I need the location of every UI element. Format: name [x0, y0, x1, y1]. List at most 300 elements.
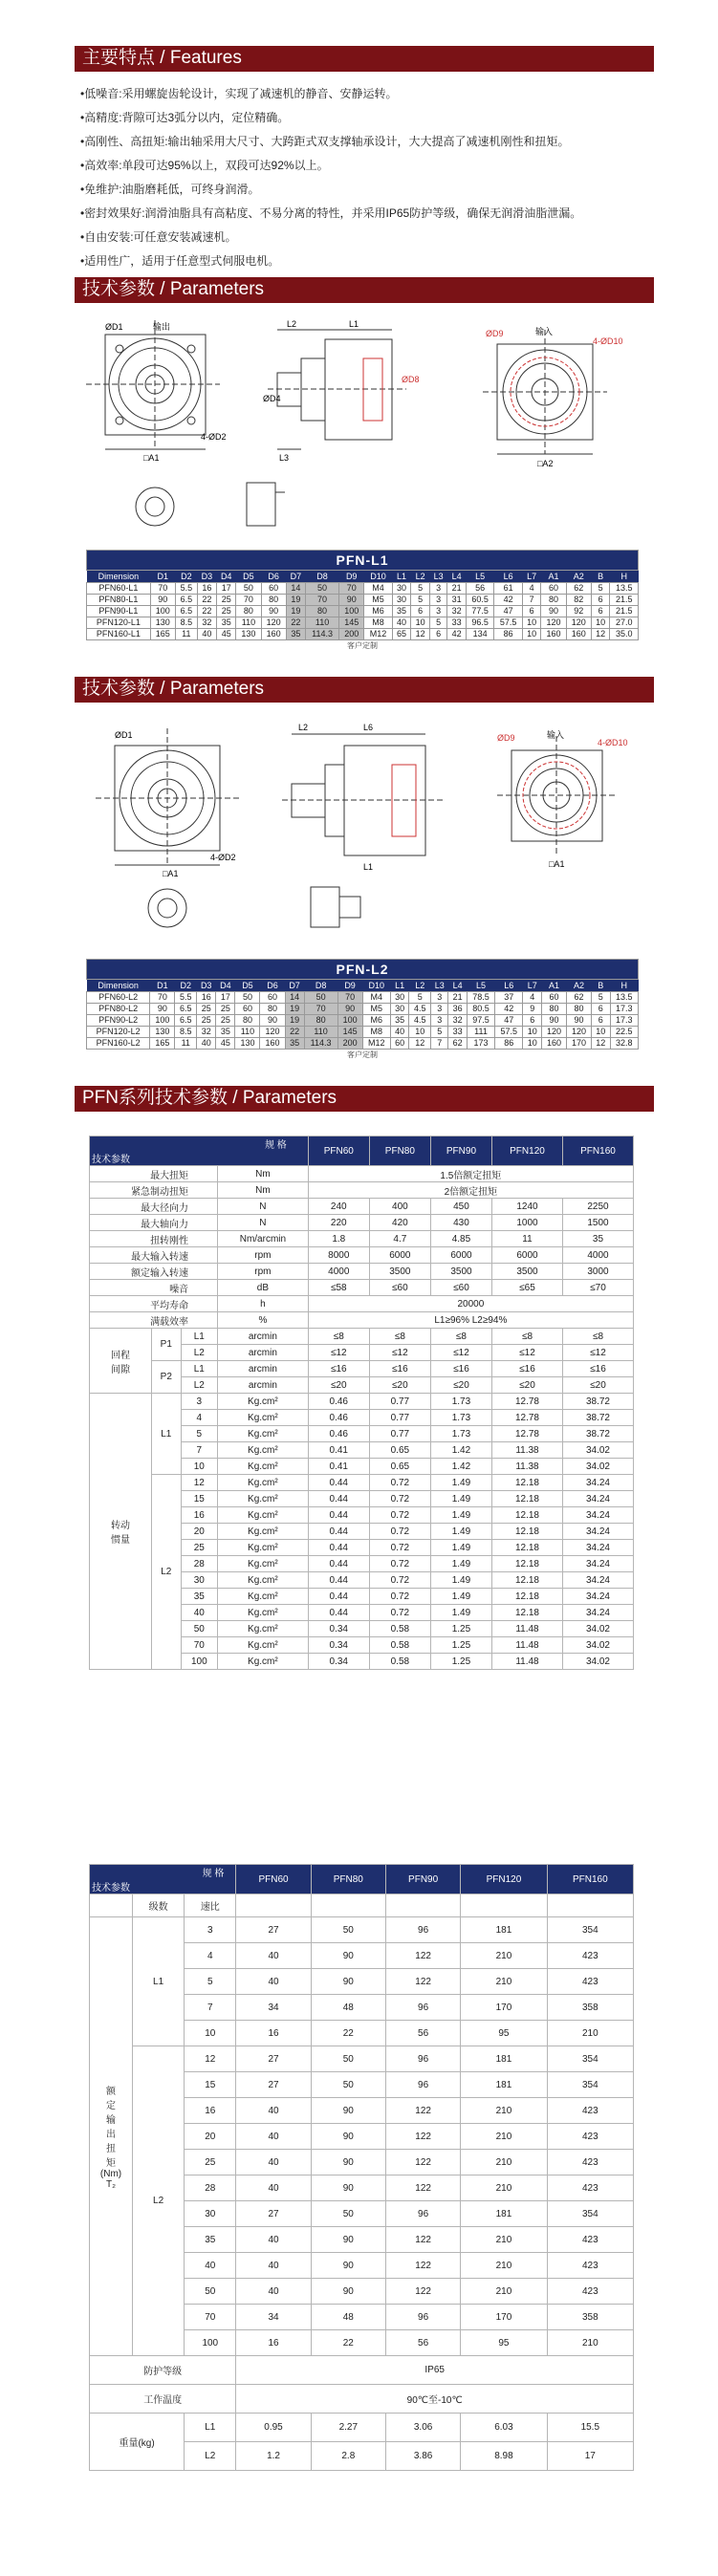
backlash-row [90, 1361, 634, 1377]
spec-value: 34.02 [562, 1654, 633, 1670]
spec-value: 1.49 [430, 1556, 491, 1572]
table-cell: 19 [286, 606, 305, 617]
spec-value: L1 [185, 2414, 236, 2442]
table-cell: 90 [541, 606, 566, 617]
table-cell: 10 [523, 1027, 542, 1038]
table-cell: 19 [286, 595, 305, 606]
spec-value: 1.5倍额定扭矩 [308, 1166, 633, 1182]
spec-value: 27 [236, 2072, 311, 2098]
spec-unit: Kg.cm² [218, 1410, 309, 1426]
table-cell: PFN90-L2 [87, 1015, 150, 1027]
table-cell: 200 [339, 629, 364, 640]
spec-value: 0.41 [308, 1442, 369, 1459]
table-cell: 4 [523, 992, 542, 1004]
spec-value: 210 [461, 2279, 547, 2305]
column-header: L1 [390, 980, 409, 992]
model-header: PFN90 [430, 1136, 491, 1166]
torque-stage: L2 [133, 2046, 185, 2356]
spec-value: 423 [547, 2124, 633, 2150]
table-cell: PFN90-L1 [87, 606, 151, 617]
table-cell: 120 [541, 1027, 566, 1038]
table-cell: 80 [260, 1004, 285, 1015]
spec-value: 210 [461, 2098, 547, 2124]
spec-value: 27 [236, 2201, 311, 2227]
table-cell: 7 [522, 595, 541, 606]
ratio-header: 速比 [185, 1894, 236, 1917]
spec-unit: Kg.cm² [218, 1621, 309, 1637]
weight-label: 重量(kg) [90, 2414, 185, 2471]
spec-unit: Kg.cm² [218, 1572, 309, 1589]
spec-value: 1.25 [430, 1637, 491, 1654]
column-header: L7 [522, 571, 541, 583]
table-cell: 60 [261, 583, 286, 595]
table-cell: 3 [431, 1015, 448, 1027]
spec-value: 420 [369, 1215, 430, 1231]
spec-value: 16 [236, 2021, 311, 2046]
torque-spec-table [89, 1864, 634, 2471]
spec-value: 1.49 [430, 1475, 491, 1491]
table-cell: 60 [541, 583, 566, 595]
spec-value: 3500 [430, 1264, 491, 1280]
ratio: 10 [181, 1459, 217, 1475]
spec-value: 1.42 [430, 1442, 491, 1459]
spec-value: 34.24 [562, 1556, 633, 1572]
feature-item: •高效率:单段可达95%以上，双段可达92%以上。 [80, 159, 329, 172]
table-cell: 7 [431, 1038, 448, 1050]
spec-value: 210 [461, 2176, 547, 2201]
spec-value: 28 [185, 2176, 236, 2201]
column-header: D5 [235, 980, 260, 992]
spec-value: 40 [185, 2253, 236, 2279]
spec-name: 满载效率 [90, 1312, 218, 1329]
table-cell: 80 [541, 1004, 566, 1015]
table-cell: 21.5 [610, 606, 639, 617]
ratio: 28 [181, 1556, 217, 1572]
spec-unit: Kg.cm² [218, 1394, 309, 1410]
spec-value: 1.49 [430, 1572, 491, 1589]
table-cell: 170 [566, 1038, 591, 1050]
spec-value: 34.02 [562, 1459, 633, 1475]
table-cell: 100 [150, 1015, 175, 1027]
table-cell: 5 [431, 1027, 448, 1038]
table-cell: 65 [392, 629, 411, 640]
table-cell: 40 [197, 1038, 216, 1050]
spec-value: 1.25 [430, 1621, 491, 1637]
spec-label: 规 格 [264, 1140, 287, 1151]
spec-value: 11.48 [492, 1621, 563, 1637]
spec-value: 27 [236, 1917, 311, 1943]
spec-value: 1.49 [430, 1605, 491, 1621]
model-header: PFN80 [369, 1136, 430, 1166]
table-cell: 12 [409, 1038, 431, 1050]
spec-value: 423 [547, 2176, 633, 2201]
spec-value: 50 [311, 2072, 385, 2098]
feature-item: •高精度:背隙可达3弧分以内，定位精确。 [80, 111, 290, 124]
table-cell: 42 [494, 595, 522, 606]
spec-row [90, 1247, 634, 1264]
table-cell: 70 [304, 1004, 337, 1015]
table-cell: 100 [339, 606, 364, 617]
spec-value: 48 [311, 2305, 385, 2330]
table-cell: 70 [306, 595, 339, 606]
spec-name: 平均寿命 [90, 1296, 218, 1312]
table-cell: 92 [566, 606, 591, 617]
spec-unit: % [218, 1312, 309, 1329]
spec-value: 30 [185, 2201, 236, 2227]
spec-corner [90, 1865, 236, 1894]
table-cell: 80 [306, 606, 339, 617]
spec-value: 12.18 [492, 1589, 563, 1605]
spec-value: ≤20 [492, 1377, 563, 1394]
spec-value: ≤20 [562, 1377, 633, 1394]
column-header: D8 [306, 571, 339, 583]
spec-value: 1.73 [430, 1410, 491, 1426]
spec-value: 35 [562, 1231, 633, 1247]
table-cell: 130 [150, 1027, 175, 1038]
table-cell: 100 [337, 1015, 362, 1027]
column-header: D7 [286, 571, 305, 583]
feature-item: •高刚性、高扭矩:输出轴采用大尺寸、大跨距式双支撑轴承设计，大大提高了减速机刚性和扭矩。 [80, 135, 570, 148]
spec-value: 1.42 [430, 1459, 491, 1475]
spec-value: ≤70 [562, 1280, 633, 1296]
table-cell: 70 [339, 583, 364, 595]
column-header: H [610, 571, 639, 583]
spec-value: 1.25 [430, 1654, 491, 1670]
feature-item: •自由安装:可任意安装减速机。 [80, 230, 237, 244]
table-cell: 62 [566, 583, 591, 595]
spec-value: 12.18 [492, 1475, 563, 1491]
table-row [87, 1004, 639, 1015]
table-row [87, 1027, 639, 1038]
blank-cell [311, 1894, 385, 1917]
spec-unit: N [218, 1199, 309, 1215]
spec-value: 0.44 [308, 1556, 369, 1572]
model-header: PFN120 [461, 1865, 547, 1894]
d1-label: ØD1 [115, 730, 133, 740]
table-cell: 6 [592, 1004, 611, 1015]
spec-value: 17 [547, 2442, 633, 2471]
spec-value: 34.02 [562, 1637, 633, 1654]
spec-value: 354 [547, 2046, 633, 2072]
a2-label: □A2 [537, 459, 554, 468]
spec-value: 70 [185, 2305, 236, 2330]
spec-value: 25 [185, 2150, 236, 2176]
divider [75, 71, 654, 72]
torque-extra-row [90, 2385, 634, 2414]
spec-value: 0.41 [308, 1459, 369, 1475]
ratio: 40 [181, 1605, 217, 1621]
table-cell: PFN80-L2 [87, 1004, 150, 1015]
table-cell: PFN160-L2 [87, 1038, 150, 1050]
spec-value: arcmin [218, 1329, 309, 1345]
l2-technical-drawing [76, 717, 650, 937]
spec-value: ≤8 [562, 1329, 633, 1345]
spec-row [90, 1264, 634, 1280]
inertia-label: 转动 惯量 [90, 1394, 152, 1670]
spec-value: 20000 [308, 1296, 633, 1312]
spec-value: 90 [311, 2098, 385, 2124]
spec-value: 122 [385, 1943, 460, 1969]
params1-heading: 技术参数 / Parameters [75, 277, 654, 302]
torque-stage: L1 [133, 1917, 185, 2046]
spec-value: ≤60 [369, 1280, 430, 1296]
d10-label: 4-ØD10 [598, 738, 628, 747]
spec-value: ≤12 [430, 1345, 491, 1361]
table-cell: 35 [392, 606, 411, 617]
spec-value: 1.49 [430, 1589, 491, 1605]
table-cell: 45 [217, 629, 236, 640]
table-cell: 9 [523, 1004, 542, 1015]
spec-value: 0.77 [369, 1394, 430, 1410]
divider [75, 302, 654, 303]
d9-label: ØD9 [486, 329, 504, 338]
spec-value: 90 [311, 1969, 385, 1995]
table-cell: 10 [591, 617, 610, 629]
column-header: L7 [523, 980, 542, 992]
spec-value: 34.24 [562, 1507, 633, 1524]
spec-value: 423 [547, 2098, 633, 2124]
table-row [87, 992, 639, 1004]
d8-label: ØD8 [402, 375, 420, 384]
column-header: L5 [467, 980, 494, 992]
table-cell: 30 [392, 595, 411, 606]
table-cell: 12 [411, 629, 430, 640]
torque-row [90, 1917, 634, 1943]
spec-value: 4000 [308, 1264, 369, 1280]
spec-value: arcmin [218, 1377, 309, 1394]
spec-value: 0.72 [369, 1475, 430, 1491]
table-cell: 10 [409, 1027, 431, 1038]
spec-value: 95 [461, 2021, 547, 2046]
table-cell: 70 [337, 992, 362, 1004]
spec-value: 1.49 [430, 1524, 491, 1540]
a1-label: □A1 [143, 453, 160, 463]
spec-value: 0.72 [369, 1589, 430, 1605]
model-header: PFN80 [311, 1865, 385, 1894]
spec-value: 34.24 [562, 1491, 633, 1507]
spec-value: 38.72 [562, 1394, 633, 1410]
table-cell: 145 [337, 1027, 362, 1038]
spec-value: 0.34 [308, 1637, 369, 1654]
spec-value: 34.24 [562, 1524, 633, 1540]
spec-unit: Kg.cm² [218, 1540, 309, 1556]
table-cell: 35 [286, 629, 305, 640]
table-cell: 22 [197, 595, 216, 606]
spec-name: 最大输入转速 [90, 1247, 218, 1264]
ratio: 30 [181, 1572, 217, 1589]
table-cell: 3 [429, 583, 446, 595]
table-cell: 21 [447, 583, 467, 595]
spec-value: 34.24 [562, 1540, 633, 1556]
table-cell: 86 [495, 1038, 523, 1050]
table-cell: 17 [216, 992, 235, 1004]
table-cell: 90 [337, 1004, 362, 1015]
spec-name: 额定输入转速 [90, 1264, 218, 1280]
inertia-stage: L2 [152, 1475, 182, 1670]
table-cell: 4.5 [409, 1015, 431, 1027]
spec-unit: Kg.cm² [218, 1459, 309, 1475]
spec-value: 12 [185, 2046, 236, 2072]
spec-value: 0.58 [369, 1654, 430, 1670]
spec-value: 15.5 [547, 2414, 633, 2442]
table-row [87, 617, 639, 629]
spec-value: 2倍额定扭矩 [308, 1182, 633, 1199]
table-cell: 80 [261, 595, 286, 606]
table-cell: 14 [285, 992, 304, 1004]
table-cell: 50 [235, 992, 260, 1004]
table-cell: 110 [304, 1027, 337, 1038]
spec-value: ≤8 [369, 1329, 430, 1345]
spec-value: ≤8 [492, 1329, 563, 1345]
spec-value: 40 [236, 2253, 311, 2279]
spec-value: ≤20 [308, 1377, 369, 1394]
spec-value: 3500 [369, 1264, 430, 1280]
spec-value: 96 [385, 2072, 460, 2098]
spec-unit: Nm [218, 1166, 309, 1182]
spec-value: 40 [236, 1943, 311, 1969]
table-cell: 42 [447, 629, 467, 640]
spec-unit: Kg.cm² [218, 1475, 309, 1491]
spec-value: arcmin [218, 1361, 309, 1377]
table-cell: 160 [260, 1038, 285, 1050]
table-cell: 8.5 [175, 1027, 197, 1038]
table-cell: 19 [285, 1004, 304, 1015]
table-cell: M8 [364, 617, 392, 629]
table-cell: 5 [411, 595, 430, 606]
spec-value: 90 [311, 1943, 385, 1969]
table-cell: 10 [411, 617, 430, 629]
spec-unit: Kg.cm² [218, 1556, 309, 1572]
spec-value: 170 [461, 1995, 547, 2021]
table-cell: 57.5 [495, 1027, 523, 1038]
table-cell: 17.3 [610, 1004, 638, 1015]
table-cell: 80 [304, 1015, 337, 1027]
spec-value: 90 [311, 2279, 385, 2305]
spec-value: ≤16 [430, 1361, 491, 1377]
spec-value: 50 [311, 1917, 385, 1943]
spec-value: 38.72 [562, 1410, 633, 1426]
spec-value: 34 [236, 1995, 311, 2021]
spec-unit: Kg.cm² [218, 1426, 309, 1442]
spec-value: 50 [185, 2279, 236, 2305]
d9-label: ØD9 [497, 733, 515, 743]
inertia-stage: L1 [152, 1394, 182, 1475]
column-header: L6 [494, 571, 522, 583]
spec-value: 12.18 [492, 1491, 563, 1507]
feature-item: •低噪音:采用螺旋齿轮设计，实现了减速机的静音、安静运转。 [80, 87, 398, 100]
spec-value: 96 [385, 2305, 460, 2330]
table-cell: 97.5 [467, 1015, 494, 1027]
spec-value: 16 [236, 2330, 311, 2356]
table-cell: 77.5 [466, 606, 493, 617]
spec-value: 181 [461, 1917, 547, 1943]
spec-value: 1240 [492, 1199, 563, 1215]
table-cell: 3 [429, 606, 446, 617]
spec-value: 1.49 [430, 1491, 491, 1507]
spec-value: 8.98 [461, 2442, 547, 2471]
spec-value: 12.18 [492, 1556, 563, 1572]
backlash-row [90, 1329, 634, 1345]
column-header: D6 [261, 571, 286, 583]
spec-value: ≤16 [369, 1361, 430, 1377]
table-cell: 14 [286, 583, 305, 595]
column-header: L3 [431, 980, 448, 992]
spec-value: IP65 [236, 2356, 634, 2385]
spec-value: 122 [385, 2279, 460, 2305]
spec-value: 210 [461, 2124, 547, 2150]
table-cell: 5 [591, 583, 610, 595]
table-cell: 80.5 [467, 1004, 494, 1015]
spec-value: 358 [547, 1995, 633, 2021]
ratio: 20 [181, 1524, 217, 1540]
spec-value: 210 [461, 2150, 547, 2176]
table-cell: 130 [235, 1038, 260, 1050]
table-cell: 10 [522, 629, 541, 640]
spec-value: 0.58 [369, 1621, 430, 1637]
features-list [80, 82, 644, 273]
spec-row [90, 1312, 634, 1329]
table-cell: 50 [304, 992, 337, 1004]
d10-label: 4-ØD10 [593, 336, 623, 346]
spec-value: 1500 [562, 1215, 633, 1231]
spec-value: 430 [430, 1215, 491, 1231]
ratio: 5 [181, 1426, 217, 1442]
spec-unit: Nm/arcmin [218, 1231, 309, 1247]
ratio: 100 [181, 1654, 217, 1670]
spec-value: L1≥96% L2≥94% [308, 1312, 633, 1329]
table-cell: 100 [150, 606, 175, 617]
spec-unit: rpm [218, 1264, 309, 1280]
table-cell: 6 [522, 606, 541, 617]
spec-value: 0.44 [308, 1491, 369, 1507]
spec-value: 0.46 [308, 1426, 369, 1442]
column-header: D2 [175, 571, 197, 583]
table-cell: 5 [429, 617, 446, 629]
spec-value: 22 [311, 2021, 385, 2046]
spec-value: 181 [461, 2201, 547, 2227]
spec-value: 90 [311, 2253, 385, 2279]
table-cell: 47 [495, 1015, 523, 1027]
table-cell: 5.5 [175, 992, 197, 1004]
table-cell: M6 [364, 606, 392, 617]
table-cell: 90 [261, 606, 286, 617]
spec-row [90, 1296, 634, 1312]
spec-unit: Kg.cm² [218, 1605, 309, 1621]
table-cell: 86 [494, 629, 522, 640]
table-cell: 13.5 [610, 992, 638, 1004]
column-header: D1 [150, 980, 175, 992]
backlash-group: P2 [152, 1361, 182, 1394]
spec-value: 11.48 [492, 1654, 563, 1670]
spec-name: 噪音 [90, 1280, 218, 1296]
table-note: 客户定制 [347, 641, 378, 650]
spec-value: 100 [185, 2330, 236, 2356]
spec-value: 122 [385, 2227, 460, 2253]
spec-unit: Nm [218, 1182, 309, 1199]
spec-value: 12.18 [492, 1507, 563, 1524]
column-header: Dimension [87, 980, 150, 992]
spec-label: 技术参数 [92, 1883, 130, 1894]
table-cell: 90 [566, 1015, 591, 1027]
table-cell: 47 [494, 606, 522, 617]
table-cell: 21 [448, 992, 468, 1004]
table-cell: 36 [448, 1004, 468, 1015]
spec-value: 0.72 [369, 1507, 430, 1524]
spec-value: ≤16 [308, 1361, 369, 1377]
spec-value: 122 [385, 2176, 460, 2201]
table-cell: 35.0 [610, 629, 639, 640]
input-label: 输入 [535, 327, 554, 336]
